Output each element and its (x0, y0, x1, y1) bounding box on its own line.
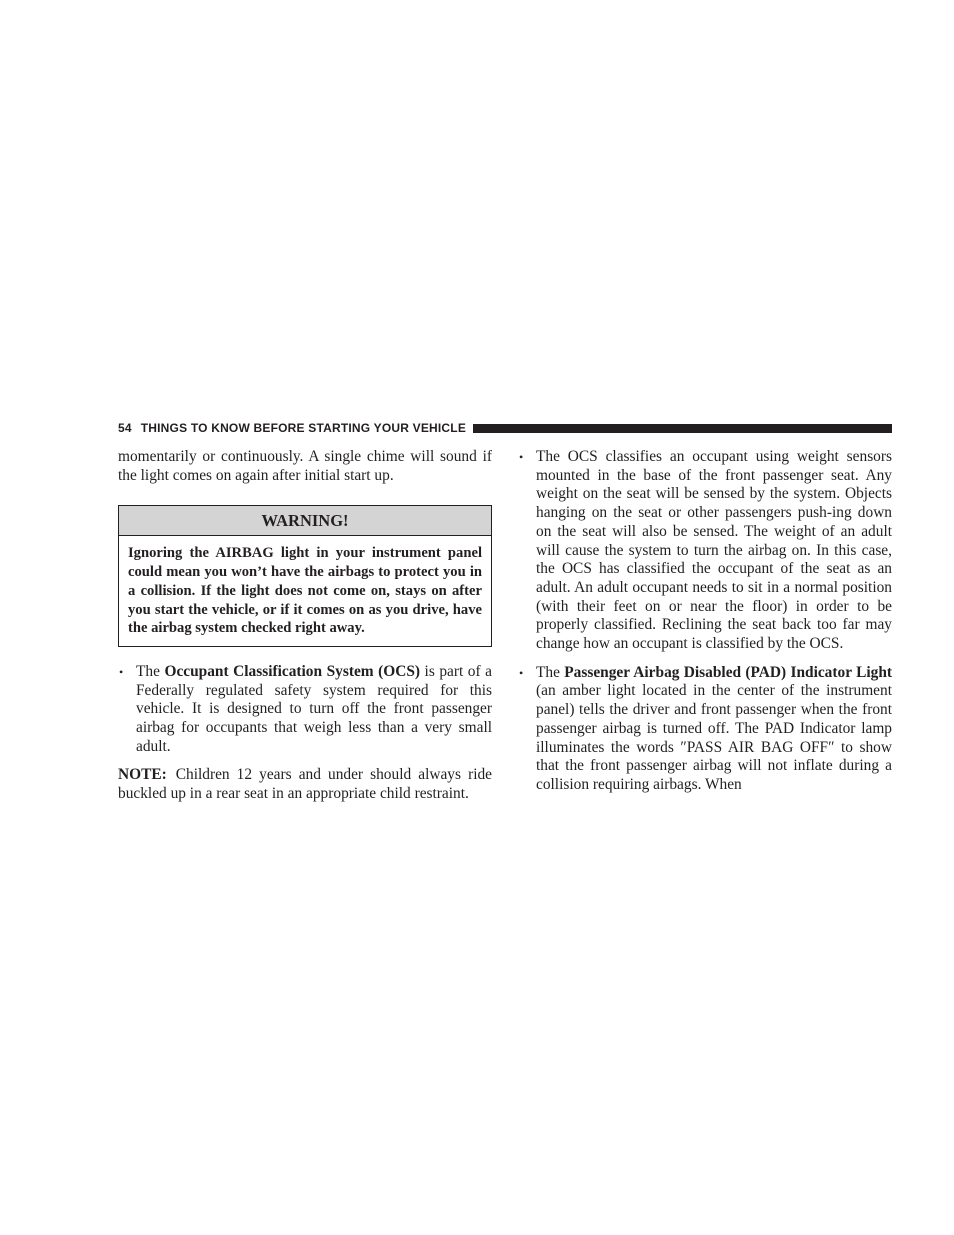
section-title: THINGS TO KNOW BEFORE STARTING YOUR VEHICLE (140, 421, 467, 435)
continuation-paragraph: momentarily or continuously. A single chime will sound if the light comes on again after initial start up. (118, 448, 492, 484)
note-text: Children 12 years and under should always ride buckled up in a rear seat in an appropriate child restraint. (118, 766, 492, 803)
bullet-text: (an amber light located in the center of the instrument panel) tells the driver and front passenger when the front passenger airbag is turned off. The PAD Indicator lamp illuminates the words ″PASS AIR BAG OFF″ to show that the front passenger airbag will not inflate during a collision requiring airbags. When (536, 682, 892, 793)
bullet-text: The OCS classifies an occupant using weight sensors mounted in the base of the front passenger seat. Any weight on the seat will be sensed by the system. Objects hanging on the seat or other passengers push-ing down on the seat will also be sensed. The weight of an adult will cause the system to turn the airbag on. In this case, the OCS has classified the occupant of the seat as an adult. An adult occupant needs to sit in a normal position (with their feet on or near the floor) in order to be properly classified. Reclining the seat back too far may change how an occupant is classified by the OCS. (536, 448, 892, 653)
note-paragraph (118, 766, 492, 803)
bullet-prefix: The (536, 663, 565, 681)
bullet-marker: • (119, 664, 124, 679)
bullet-ocs (118, 663, 492, 757)
page-number: 54 (118, 421, 132, 435)
warning-title: WARNING! (119, 506, 491, 536)
bullet-term: Passenger Airbag Disabled (PAD) Indicator Light (564, 663, 892, 681)
warning-box (118, 505, 492, 647)
bullet-marker: • (519, 450, 524, 464)
bullet-text: is part of a Federally regulated safety system required for this vehicle. It is designed to turn off the front passenger airbag for occupants that weigh less than a very small adult. (136, 662, 492, 755)
bullet-pad-light (518, 664, 892, 795)
note-label: NOTE: (118, 766, 167, 784)
bullet-term: Occupant Classification System (OCS) (164, 662, 421, 680)
header-rule (473, 424, 892, 433)
warning-body: Ignoring the AIRBAG light in your instrument panel could mean you won’t have the airbags to protect you in a collision. If the light does not come on, stays on after you start the vehicle, or if it comes on as you drive, have the airbag system checked right away. (128, 545, 482, 637)
running-header (118, 419, 892, 437)
bullet-ocs-weight (518, 448, 892, 654)
bullet-marker: • (519, 665, 524, 680)
bullet-prefix: The (136, 662, 165, 680)
right-column (518, 448, 892, 805)
left-column (118, 448, 492, 804)
